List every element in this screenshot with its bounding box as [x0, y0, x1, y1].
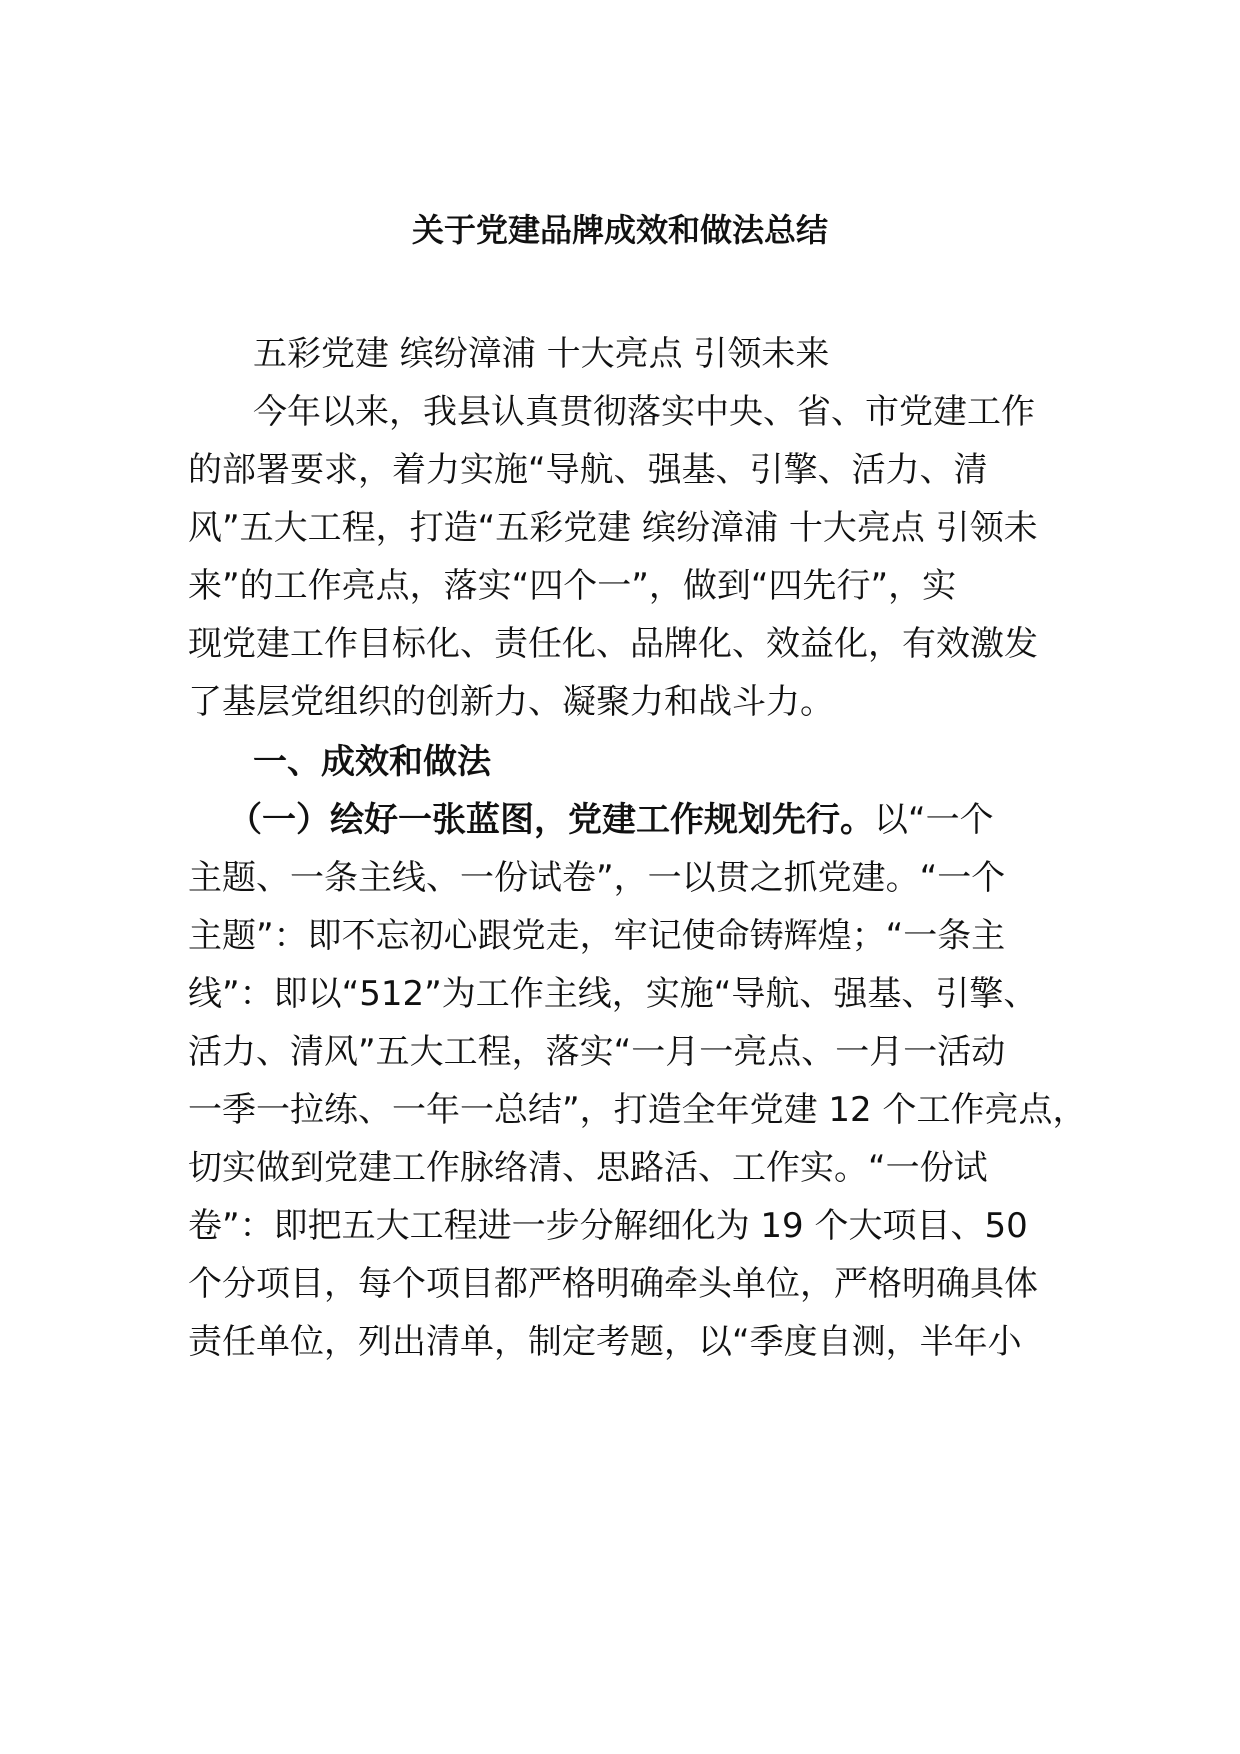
document-subtitle: 五彩党建 缤纷漳浦 十大亮点 引领未来 — [253, 334, 830, 374]
subsection-first-line — [228, 798, 994, 842]
document-title: 关于党建品牌成效和做法总结 — [411, 211, 828, 249]
subsection-first-line-rest: 以“一个 — [874, 800, 994, 840]
body-line-5: 一季一拉练、一年一总结”，打造全年党建 12 个工作亮点， — [188, 1090, 1087, 1130]
subsection-heading: （一）绘好一张蓝图，党建工作规划先行。 — [228, 800, 874, 840]
intro-line-3: 风”五大工程，打造“五彩党建 缤纷漳浦 十大亮点 引领未 — [188, 508, 1038, 548]
body-line-3: 线”：即以“512”为工作主线，实施“导航、强基、引擎、 — [188, 974, 1038, 1014]
intro-line-6: 了基层党组织的创新力、凝聚力和战斗力。 — [188, 682, 834, 722]
body-line-1: 主题、一条主线、一份试卷”，一以贯之抓党建。“一个 — [188, 858, 1006, 898]
intro-line-4: 来”的工作亮点，落实“四个一”，做到“四先行”，实 — [188, 566, 957, 606]
body-line-9: 责任单位，列出清单，制定考题，以“季度自测，半年小 — [188, 1322, 1022, 1362]
body-line-6: 切实做到党建工作脉络清、思路活、工作实。“一份试 — [188, 1148, 988, 1188]
body-line-4: 活力、清风”五大工程，落实“一月一亮点、一月一活动 — [188, 1032, 1006, 1072]
intro-line-5: 现党建工作目标化、责任化、品牌化、效益化，有效激发 — [188, 624, 1038, 664]
body-line-8: 个分项目，每个项目都严格明确牵头单位，严格明确具体 — [188, 1264, 1038, 1304]
section-heading: 一、成效和做法 — [253, 742, 491, 782]
intro-line-2: 的部署要求，着力实施“导航、强基、引擎、活力、清 — [188, 450, 988, 490]
intro-line-1: 今年以来，我县认真贯彻落实中央、省、市党建工作 — [253, 392, 1035, 432]
body-line-2: 主题”：即不忘初心跟党走，牢记使命铸辉煌；“一条主 — [188, 916, 1006, 956]
body-line-7: 卷”：即把五大工程进一步分解细化为 19 个大项目、50 — [188, 1206, 1028, 1246]
